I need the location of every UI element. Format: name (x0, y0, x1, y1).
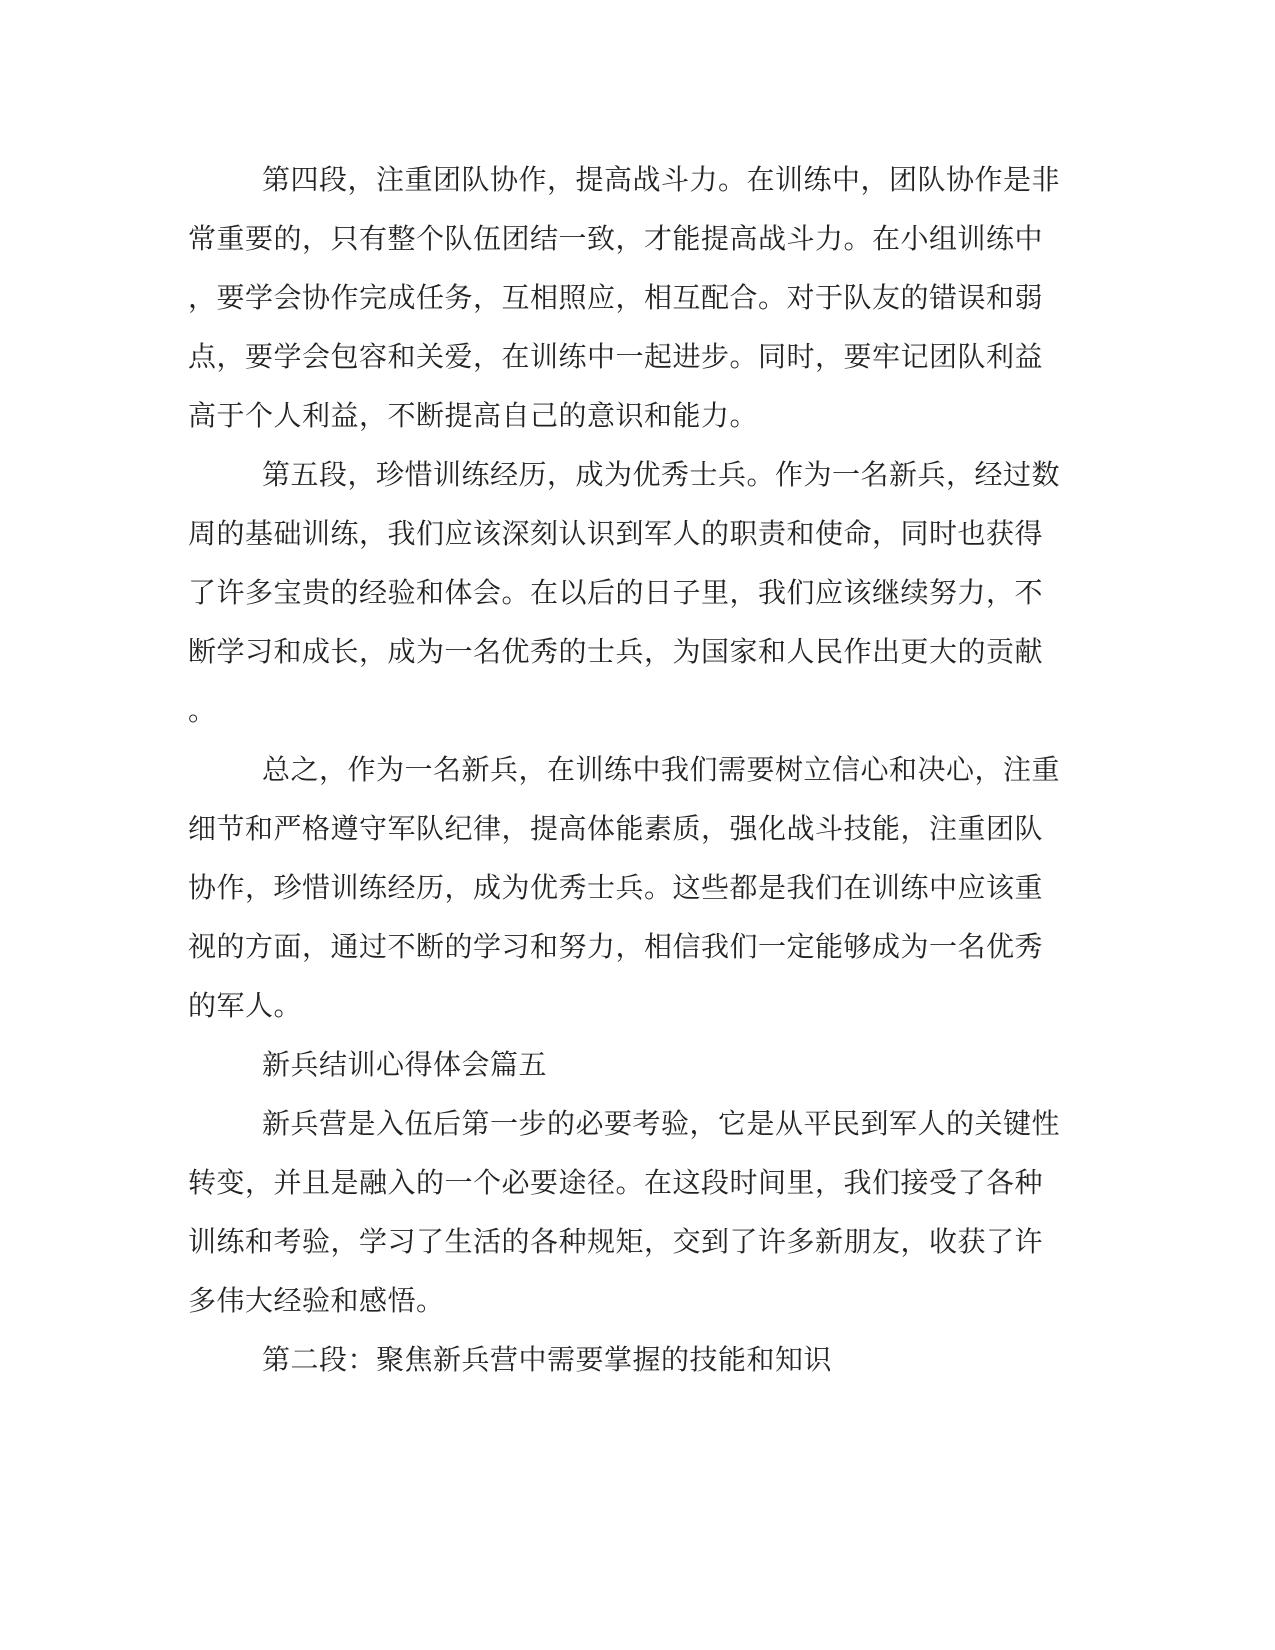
intro-line-4: 多伟大经验和感悟。 (188, 1284, 445, 1317)
intro-line-1: 新兵营是入伍后第一步的必要考验，它是从平民到军人的关键性 (262, 1107, 1061, 1140)
summary-line-5: 的军人。 (188, 989, 303, 1022)
section-heading: 新兵结训心得体会篇五 (262, 1048, 548, 1081)
paragraph-4-line-3: ，要学会协作完成任务，互相照应，相互配合。对于队友的错误和弱 (188, 281, 1044, 314)
paragraph-4-line-4: 点，要学会包容和关爱，在训练中一起进步。同时，要牢记团队利益 (188, 340, 1044, 373)
summary-line-3: 协作，珍惜训练经历，成为优秀士兵。这些都是我们在训练中应该重 (188, 871, 1044, 904)
paragraph-5-line-3: 了许多宝贵的经验和体会。在以后的日子里，我们应该继续努力，不 (188, 576, 1044, 609)
paragraph-5-line-4: 断学习和成长，成为一名优秀的士兵，为国家和人民作出更大的贡献 (188, 635, 1044, 668)
summary-line-1: 总之，作为一名新兵，在训练中我们需要树立信心和决心，注重 (262, 753, 1061, 786)
paragraph-4-line-5: 高于个人利益，不断提高自己的意识和能力。 (188, 399, 759, 432)
paragraph-2-heading: 第二段：聚焦新兵营中需要掌握的技能和知识 (262, 1343, 833, 1376)
summary-line-2: 细节和严格遵守军队纪律，提高体能素质，强化战斗技能，注重团队 (188, 812, 1044, 845)
paragraph-5-line-2: 周的基础训练，我们应该深刻认识到军人的职责和使命，同时也获得 (188, 517, 1044, 550)
summary-line-4: 视的方面，通过不断的学习和努力，相信我们一定能够成为一名优秀 (188, 930, 1044, 963)
intro-line-2: 转变，并且是融入的一个必要途径。在这段时间里，我们接受了各种 (188, 1166, 1044, 1199)
paragraph-4-line-2: 常重要的，只有整个队伍团结一致，才能提高战斗力。在小组训练中 (188, 222, 1044, 255)
intro-line-3: 训练和考验，学习了生活的各种规矩，交到了许多新朋友，收获了许 (188, 1225, 1044, 1258)
paragraph-4-line-1: 第四段，注重团队协作，提高战斗力。在训练中，团队协作是非 (262, 163, 1061, 196)
paragraph-5-line-1: 第五段，珍惜训练经历，成为优秀士兵。作为一名新兵，经过数 (262, 458, 1061, 491)
paragraph-5-line-5: 。 (188, 694, 217, 727)
